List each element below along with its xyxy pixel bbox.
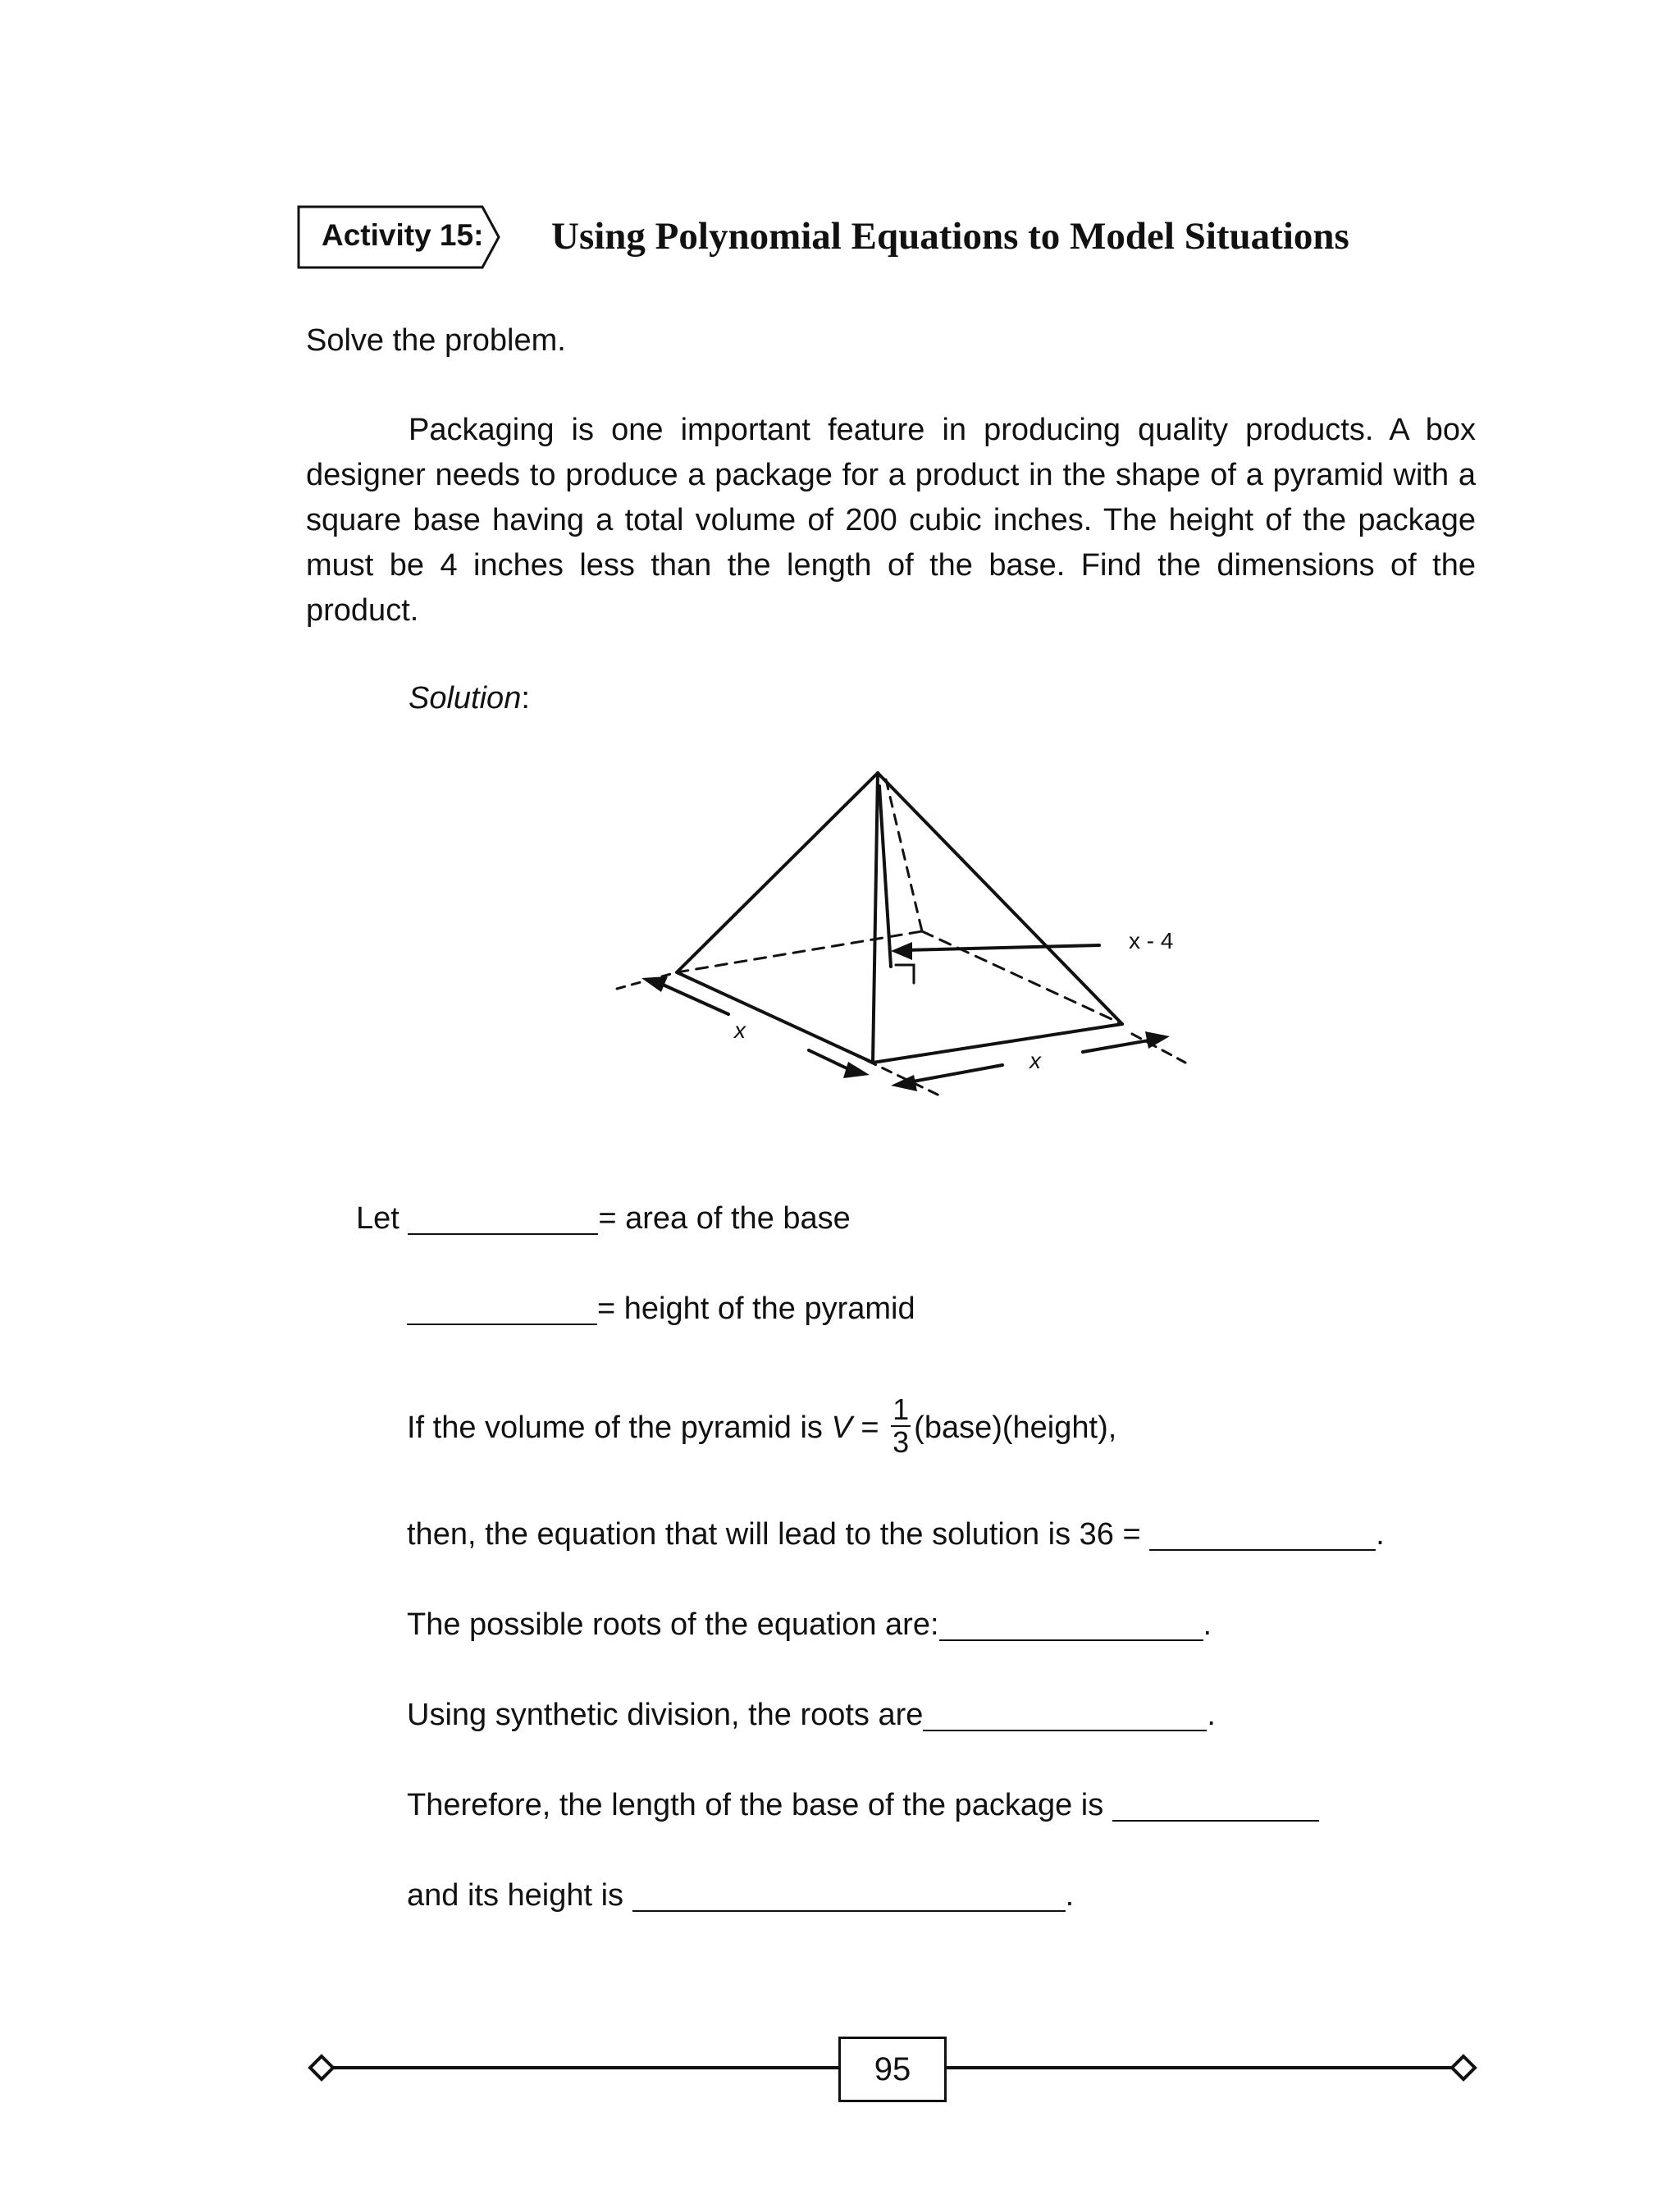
right-angle-marker [896, 965, 914, 983]
height-definition: = height of the pyramid [597, 1292, 915, 1326]
problem-paragraph: Packaging is one important feature in producing quality products. A box designer needs to produce a package for a product in the shape of a pyramid with a square base having a total volume of 200 cubic inches. The height of the package must be 4 inches less than the length of the base. Find the dimensions of the product. [306, 413, 1476, 628]
possible-roots-blank[interactable] [939, 1607, 1203, 1641]
synthetic-roots-blank[interactable] [923, 1697, 1207, 1731]
dimension-line-right-a [904, 1065, 1002, 1083]
possible-roots-period: . [1203, 1607, 1212, 1642]
pyramid-diagram [607, 763, 1198, 1108]
height-answer-blank[interactable] [632, 1877, 1066, 1912]
pyramid-height-line [879, 786, 891, 967]
height-line [407, 1287, 915, 1332]
height-answer-text: and its height is [407, 1878, 624, 1913]
activity-number: Activity 15: [322, 218, 484, 252]
let-word: Let [356, 1201, 399, 1236]
base-length-blank[interactable] [1112, 1787, 1319, 1822]
diagram-label-base-right: x [1029, 1048, 1041, 1073]
footer-diamond-right-icon [1452, 2056, 1475, 2079]
area-definition: = area of the base [598, 1201, 851, 1236]
volume-variable: V [831, 1410, 852, 1446]
pyramid-edge-right [878, 773, 1122, 1024]
diagram-label-base-left: x [734, 1017, 746, 1043]
let-area-line [356, 1196, 851, 1241]
possible-roots-text: The possible roots of the equation are: [407, 1607, 939, 1642]
pyramid-hidden-edge-apex [886, 780, 922, 931]
height-answer-line [407, 1873, 1074, 1918]
volume-equals: = [851, 1410, 879, 1446]
page-footer [304, 2037, 1481, 2104]
synthetic-roots-text: Using synthetic division, the roots are [407, 1698, 924, 1732]
activity-label-box [297, 205, 500, 269]
dimension-arrow-right-end [1145, 1031, 1170, 1049]
equation-text: then, the equation that will lead to the solution is 36 = [407, 1517, 1141, 1552]
volume-formula-line [407, 1392, 1117, 1461]
solution-label-colon: : [521, 681, 530, 716]
activity-title: Using Polynomial Equations to Model Situations [551, 215, 1349, 258]
solution-label [409, 676, 530, 721]
pyramid-base-front-right [873, 1024, 1122, 1063]
height-blank[interactable] [407, 1291, 597, 1325]
synthetic-roots-line [407, 1693, 1216, 1738]
fraction-numerator: 1 [892, 1392, 910, 1426]
pyramid-edge-left [677, 773, 878, 972]
possible-roots-line [407, 1602, 1212, 1648]
dimension-arrow-left-end [641, 976, 668, 992]
synthetic-roots-period: . [1207, 1698, 1216, 1732]
solution-label-text: Solution [409, 681, 522, 716]
equation-blank[interactable] [1149, 1516, 1376, 1551]
pyramid-edge-front [873, 773, 878, 1063]
height-answer-period: . [1065, 1878, 1075, 1913]
height-leader-line [904, 945, 1099, 950]
volume-prefix: If the volume of the pyramid is [407, 1410, 823, 1446]
equation-period: . [1376, 1517, 1385, 1552]
fraction-denominator: 3 [892, 1425, 910, 1459]
base-extension-front [820, 1038, 939, 1095]
dimension-line-right-b [1083, 1040, 1148, 1052]
page-number: 95 [838, 2037, 947, 2102]
instruction-text: Solve the problem. [306, 323, 566, 358]
diagram-label-height: x - 4 [1129, 928, 1174, 953]
dimension-line-left-a [663, 985, 728, 1014]
equation-line [407, 1512, 1385, 1557]
base-length-text: Therefore, the length of the base of the package is [407, 1788, 1104, 1822]
height-leader-arrowhead [891, 942, 912, 960]
area-blank[interactable] [408, 1200, 598, 1235]
dimension-arrow-left-start [843, 1062, 870, 1078]
one-third-fraction [891, 1394, 911, 1458]
footer-diamond-left-icon [310, 2056, 333, 2079]
base-length-line [407, 1783, 1319, 1828]
volume-suffix: (base)(height), [914, 1410, 1117, 1446]
